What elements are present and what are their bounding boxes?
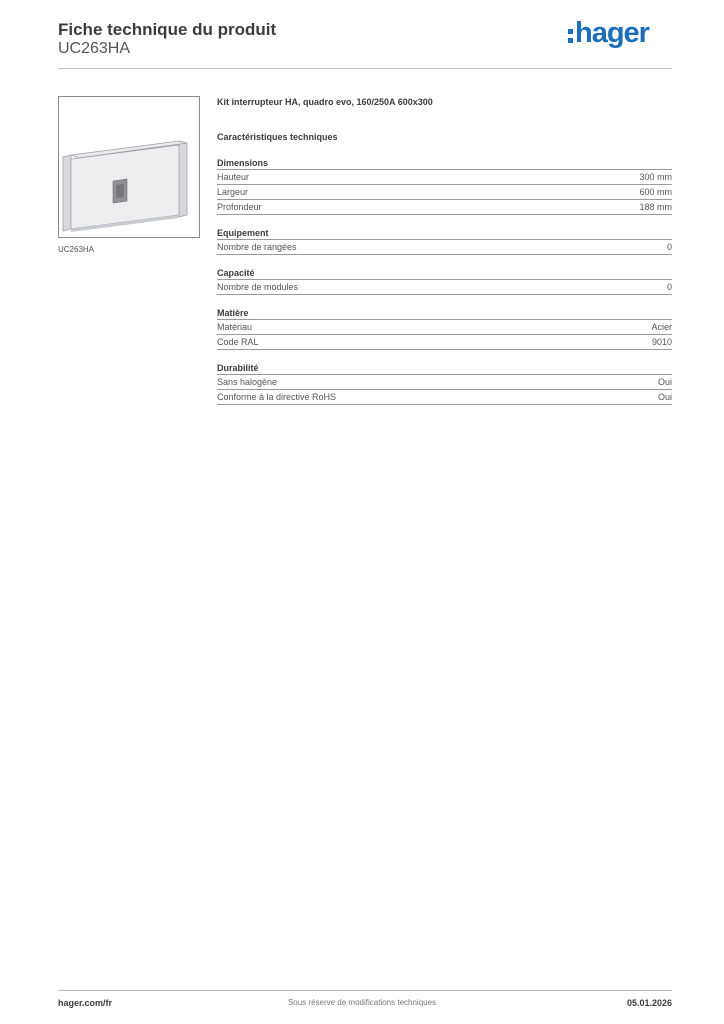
spec-label: Nombre de modules [217,282,299,292]
spec-row [217,375,672,390]
spec-row [217,240,672,255]
hager-logo [568,16,649,50]
section-dimensions [217,157,672,215]
section-durabilite [217,362,672,405]
logo-text: hager [575,17,649,49]
characteristics-heading: Caractéristiques techniques [217,132,338,142]
spec-row [217,185,672,200]
spec-label: Matériau [217,322,253,332]
spec-row [217,170,672,185]
product-description: Kit interrupteur HA, quadro evo, 160/250A 600x300 [217,97,433,107]
spec-value: Acier [651,322,672,332]
spec-panel [217,96,672,405]
section-title: Matière [217,307,672,320]
section-equipement [217,227,672,255]
spec-value: 0 [666,242,672,252]
spec-label: Largeur [217,187,249,197]
spec-label: Nombre de rangées [217,242,297,252]
spec-label: Sans halogène [217,377,278,387]
spec-row [217,200,672,215]
spec-value: 0 [666,282,672,292]
section-title: Capacité [217,267,672,280]
logo-dots-icon [568,29,573,43]
footer-notice: Sous réserve de modifications techniques [287,998,437,1007]
section-matiere [217,307,672,350]
spec-label: Code RAL [217,337,259,347]
image-caption: UC263HA [58,245,95,254]
section-capacite [217,267,672,295]
spec-row [217,280,672,295]
spec-value: 300 mm [639,172,672,182]
spec-label: Profondeur [217,202,262,212]
spec-row [217,335,672,350]
footer-website-link[interactable]: hager.com/fr [58,998,113,1008]
section-title: Dimensions [217,157,672,170]
footer-divider [58,990,672,991]
spec-value: Oui [657,392,672,402]
enclosure-panel-icon [59,97,199,237]
product-code: UC263HA [58,40,131,57]
spec-value: 9010 [651,337,672,347]
spec-row [217,390,672,405]
section-title: Equipement [217,227,672,240]
product-image [58,96,200,238]
section-title: Durabilité [217,362,672,375]
spec-value: 600 mm [639,187,672,197]
spec-row [217,320,672,335]
spec-label: Hauteur [217,172,250,182]
spec-value: Oui [657,377,672,387]
spec-label: Conforme à la directive RoHS [217,392,337,402]
spec-value: 188 mm [639,202,672,212]
document-title: Fiche technique du produit [58,20,277,39]
footer-date: 05.01.2026 [626,998,672,1008]
header-divider [58,68,672,69]
